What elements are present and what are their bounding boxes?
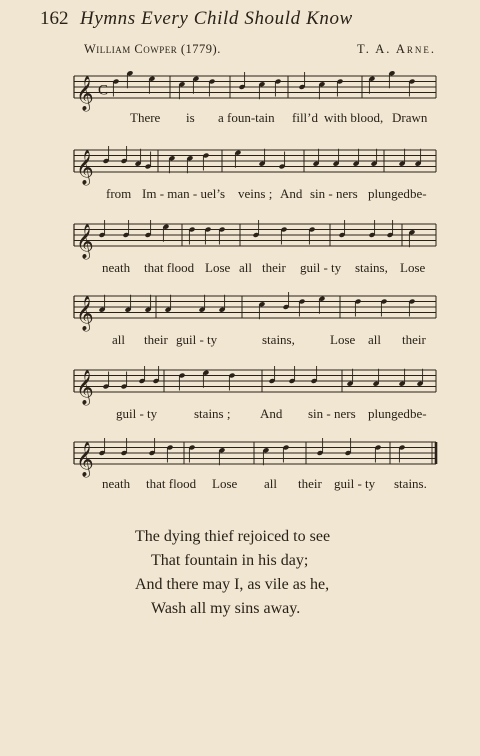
lyric-syllable: Lose: [400, 260, 426, 275]
lyric-syllable: their: [144, 332, 168, 347]
lyric-syllable: Drawn: [392, 110, 428, 125]
lyric-syllable: their: [402, 332, 426, 347]
composer-credit: T. A. Arne.: [356, 42, 436, 56]
treble-clef-icon: 𝄞: [76, 76, 94, 111]
staff-2: [72, 146, 438, 185]
lyric-syllable: all: [264, 476, 277, 491]
music-system-6: [72, 438, 438, 494]
lyric-syllable: that flood: [146, 476, 197, 491]
lyric-syllable: guil - ty: [116, 406, 158, 421]
music-system-4: [72, 292, 438, 348]
lyric-syllable: that flood: [144, 260, 195, 275]
page-number: 162: [40, 8, 69, 29]
verse-line: The dying thief rejoiced to see: [135, 528, 331, 545]
lyric-syllable: all: [112, 332, 125, 347]
lyric-syllable: from: [106, 186, 132, 201]
lyric-syllable: stains ;: [194, 406, 231, 421]
lyric-syllable: Lose: [205, 260, 231, 275]
lyric-syllable: their: [262, 260, 286, 275]
lyric-syllable: guil - ty: [176, 332, 218, 347]
lyric-syllable: There: [130, 110, 161, 125]
hymn-credits: [84, 42, 436, 60]
lyric-syllable: sin - ners: [310, 186, 358, 201]
music-system-2: [72, 146, 438, 202]
lyric-syllable: all: [368, 332, 381, 347]
lyric-syllable: guil - ty: [334, 476, 376, 491]
lyric-syllable: And: [280, 186, 303, 201]
verse-line: And there may I, as vile as he,: [135, 576, 330, 593]
verse-line: Wash all my sins away.: [151, 600, 301, 617]
lyric-syllable: with blood,: [324, 110, 384, 125]
lyric-syllable: And: [260, 406, 283, 421]
staff-3: [72, 220, 438, 259]
treble-clef-icon: 𝄞: [76, 150, 94, 185]
lyric-syllable: neath: [102, 476, 131, 491]
staff-5: [72, 366, 438, 405]
treble-clef-icon: 𝄞: [76, 442, 94, 477]
lyric-syllable: stains,: [262, 332, 295, 347]
page-header: [40, 8, 440, 32]
lyric-syllable: all: [239, 260, 252, 275]
lyric-syllable: stains.: [394, 476, 427, 491]
verse-line: That fountain in his day;: [151, 552, 309, 569]
lyric-syllable: is: [186, 110, 195, 125]
music-system-3: [72, 220, 438, 276]
lyric-syllable: Lose: [212, 476, 238, 491]
music-system-1: [72, 72, 438, 128]
treble-clef-icon: 𝄞: [76, 224, 94, 259]
lyric-syllable: Im - man - uel’s: [142, 186, 226, 201]
staff-4: [72, 292, 438, 331]
lyric-syllable: neath: [102, 260, 131, 275]
treble-clef-icon: 𝄞: [76, 296, 94, 331]
lyric-syllable: plunged: [368, 406, 410, 421]
music-system-5: [72, 366, 438, 422]
treble-clef-icon: 𝄞: [76, 370, 94, 405]
staff-1: [72, 72, 438, 111]
lyric-syllable: Lose: [330, 332, 356, 347]
lyric-syllable: be-: [410, 186, 427, 201]
running-title: Hymns Every Child Should Know: [80, 8, 353, 29]
lyric-syllable: plunged: [368, 186, 410, 201]
lyric-syllable: guil - ty: [300, 260, 342, 275]
lyric-syllable: a foun-tain: [218, 110, 275, 125]
author-credit: William Cowper (1779).: [84, 42, 221, 56]
lyric-syllable: sin - ners: [308, 406, 356, 421]
lyric-syllable: their: [298, 476, 322, 491]
staff-6: [72, 438, 438, 477]
lyric-syllable: fill’d: [292, 110, 318, 125]
lyric-syllable: be-: [410, 406, 427, 421]
lyric-syllable: veins ;: [238, 186, 273, 201]
time-signature: C: [98, 82, 109, 99]
lyric-syllable: stains,: [355, 260, 388, 275]
